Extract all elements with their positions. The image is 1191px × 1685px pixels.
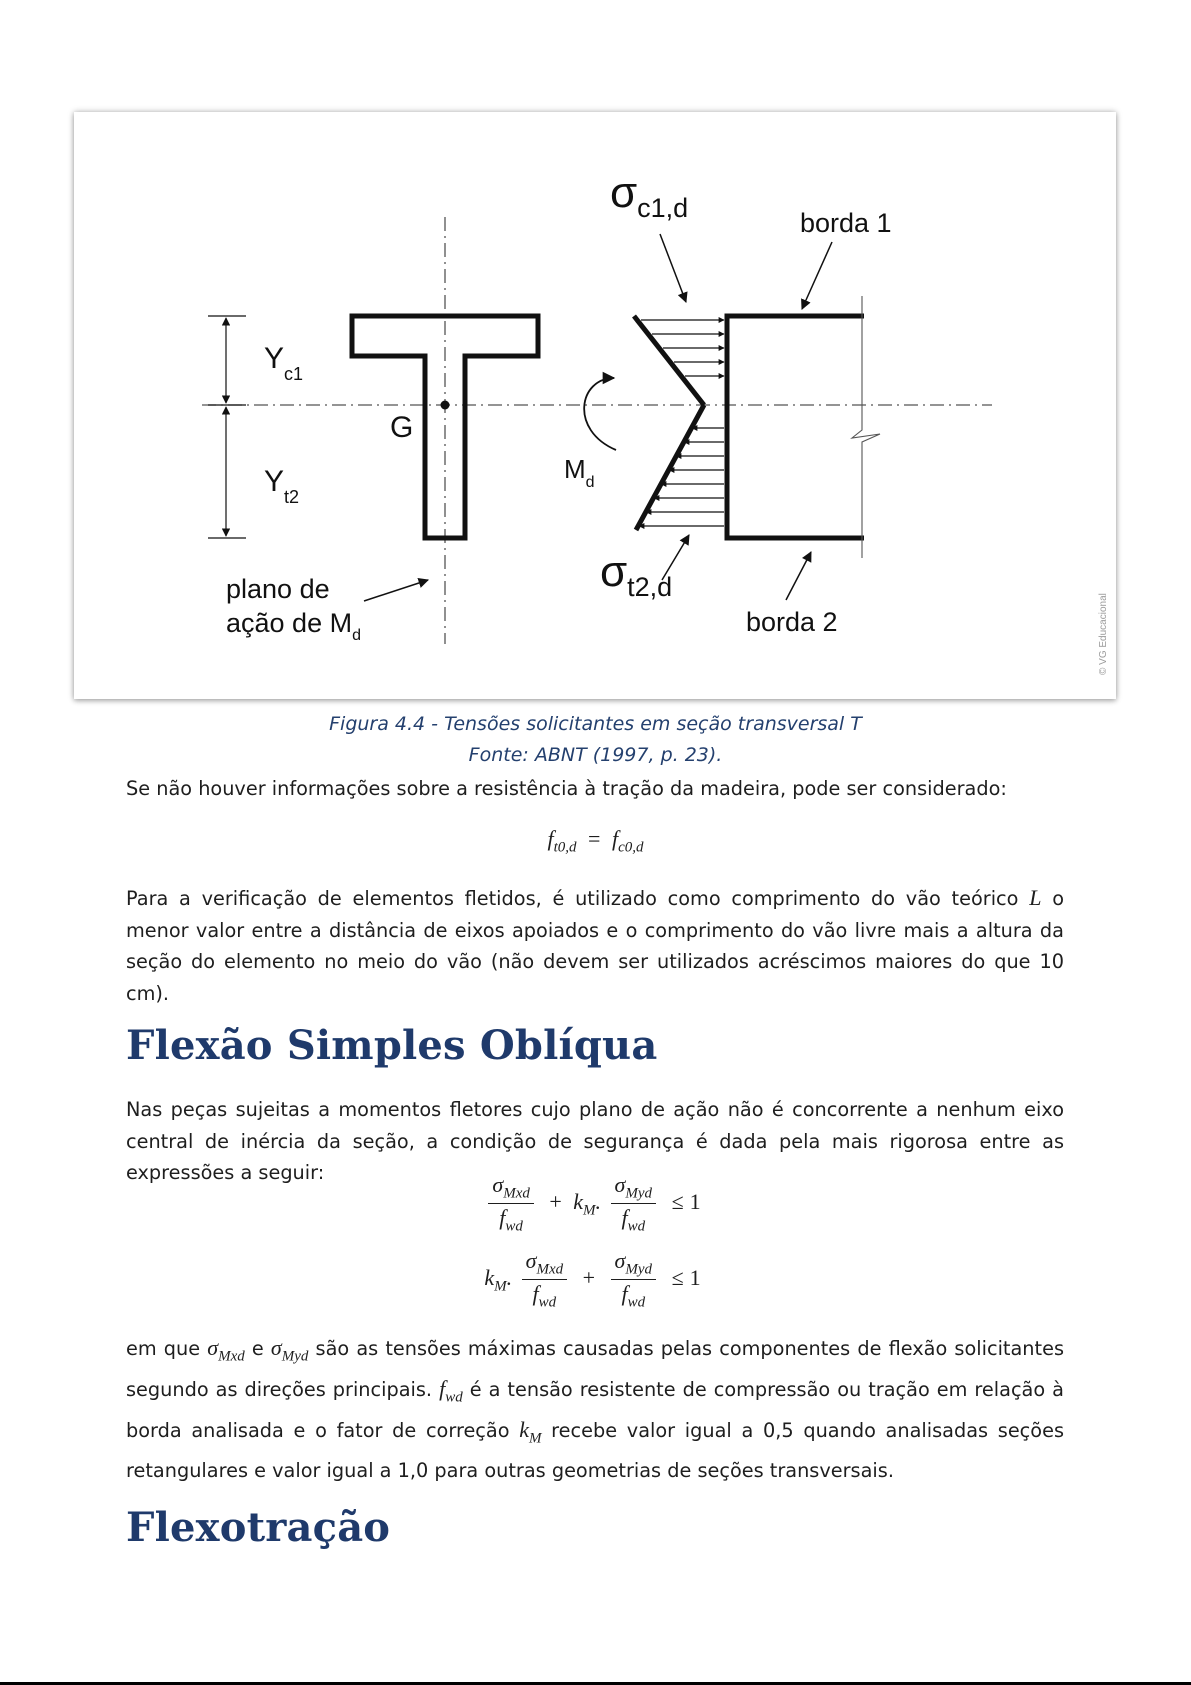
arrow-sigma-t2 xyxy=(662,535,689,580)
label-borda-1: borda 1 xyxy=(800,208,892,238)
paragraph-3: Nas peças sujeitas a momentos fletores cujo plano de ação não é concorrente a nenhum eixo central de inércia da seção, a condição de segurança é dada pela mais rigorosa entre as expressões a seguir: xyxy=(126,1098,1064,1184)
watermark: © VG Educacional xyxy=(1098,593,1109,675)
equation-oblique-1: $\frac{\sigma_{Mxd}}{f_{wd}}$ + $k_M$. $\frac{\sigma_{Myd}}{f_{wd}}$ ≤ 1 xyxy=(0,1172,1191,1236)
arrow-sigma-c1 xyxy=(660,234,686,302)
paragraph-4: em que $\sigma_{Mxd}$ e $\sigma_{Myd}$ são as tensões máximas causadas pelas componentes de flexão solicitantes segundo as direções principais. $f_{wd}$ é a tensão resistente de compressão ou tração em relação à borda analisada e o fator de correção $k_M$ recebe valor igual a 0,5 quando analisadas seções retangulares e valor igual a 1,0 para outras geometrias de seções transversais. xyxy=(126,1335,1064,1482)
figure-card xyxy=(74,112,1116,699)
stress-arrows-compression xyxy=(641,320,724,376)
fraction: $\frac{\sigma_{Mxd}}{f_{wd}}$ xyxy=(488,1172,534,1236)
centroid-point xyxy=(441,401,450,410)
label-sigma-t2: $\sigma_{t2,d}$ xyxy=(600,547,673,602)
fraction: $\frac{\sigma_{Myd}}{f_{wd}}$ xyxy=(611,1248,657,1312)
arrow-borda-2 xyxy=(786,552,811,600)
paragraph-2: Para a verificação de elementos fletidos, é utilizado como comprimento do vão teórico L o menor valor entre a distância de eixos apoiados e o comprimento do vão livre mais a altura da seção do elemento no meio do vão (não devem ser utilizados acréscimos maiores do que 10 cm). xyxy=(126,885,1064,1005)
figure-source: Fonte: ABNT (1997, p. 23). xyxy=(468,744,723,766)
equation-oblique-2: $k_M$. $\frac{\sigma_{Mxd}}{f_{wd}}$ + $\frac{\sigma_{Myd}}{f_{wd}}$ ≤ 1 xyxy=(484,1248,701,1311)
fraction: $\frac{\sigma_{Mxd}}{f_{wd}}$ xyxy=(522,1248,568,1312)
beam-break-line xyxy=(852,296,880,558)
label-plano-line1: plano de xyxy=(226,574,330,604)
label-g: G xyxy=(390,411,414,444)
label-yc1: $Y_{c1}$ xyxy=(264,342,304,384)
section-heading-flexotracao: Flexotração xyxy=(126,1504,391,1551)
t-section-stress-diagram xyxy=(74,112,1116,699)
label-plano-line2: ação de $M_d$ xyxy=(226,608,361,644)
label-sigma-c1: $\sigma_{c1,d}$ xyxy=(610,168,689,223)
section-heading-flexao-obliqua: Flexão Simples Oblíqua xyxy=(126,1022,658,1069)
stress-line-compression xyxy=(634,316,704,405)
figure-caption: Figura 4.4 - Tensões solicitantes em seção transversal T xyxy=(329,713,862,735)
beam-side-view xyxy=(727,316,864,538)
label-md: $M_d$ xyxy=(564,454,595,491)
label-yt2: $Y_{t2}$ xyxy=(264,465,300,507)
stress-line-tension xyxy=(636,405,704,530)
label-borda-2: borda 2 xyxy=(746,607,838,637)
moment-arc xyxy=(584,378,616,450)
paragraph-1: Se não houver informações sobre a resistência à tração da madeira, pode ser considerado: xyxy=(126,777,1007,800)
arrow-plano xyxy=(364,580,428,601)
fraction: $\frac{\sigma_{Myd}}{f_{wd}}$ xyxy=(611,1172,657,1236)
arrow-borda-1 xyxy=(802,242,832,309)
equation-ft0-fc0: $f_{t0,d} = f_{c0,d}$ xyxy=(547,826,644,856)
